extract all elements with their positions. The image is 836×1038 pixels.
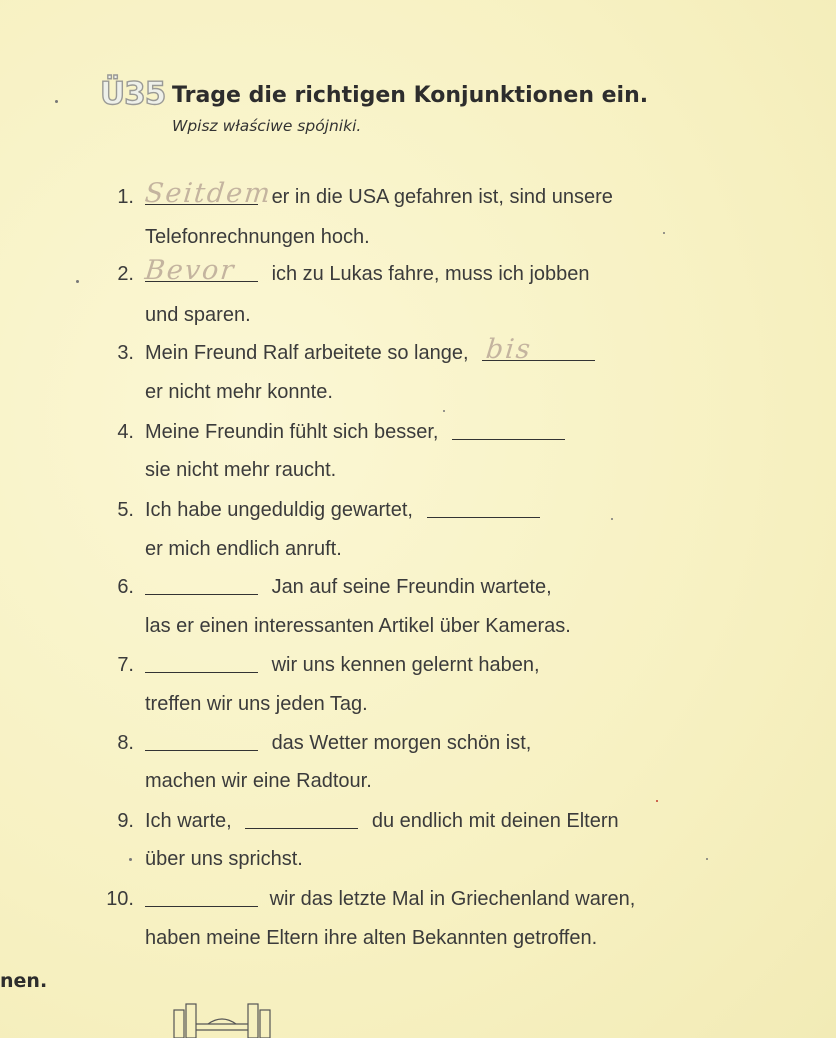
handwritten-answer: bis: [484, 334, 534, 365]
answer-blank-6[interactable]: [145, 574, 258, 595]
list-item-10-line2: haben meine Eltern ihre alten Bekannten getroffen.: [145, 927, 598, 949]
sentence-text: Ich habe ungeduldig gewartet,: [145, 499, 413, 521]
scan-speck: [443, 410, 445, 412]
item-number: 1.: [117, 186, 134, 208]
item-number: 9.: [117, 810, 134, 832]
item-number: 5.: [117, 499, 134, 521]
scan-speck: [656, 800, 658, 802]
handwritten-answer: Bevor: [143, 255, 237, 286]
answer-blank-1[interactable]: [143, 178, 274, 209]
item-number: 10.: [106, 888, 134, 910]
sentence-text: Jan auf seine Freundin wartete,: [271, 576, 552, 598]
answer-blank-7[interactable]: [145, 652, 258, 673]
item-number: 4.: [117, 421, 134, 443]
exercise-number-badge: Ü35: [100, 76, 166, 112]
item-number: 8.: [117, 732, 134, 754]
sentence-text: das Wetter morgen schön ist,: [271, 732, 532, 754]
answer-blank-5[interactable]: [427, 497, 540, 518]
answer-blank-2[interactable]: [143, 255, 258, 286]
list-item-3-line2: er nicht mehr konnte.: [145, 381, 333, 403]
answer-blank-4[interactable]: [452, 419, 565, 440]
scan-speck: [663, 232, 665, 234]
list-item-9-line2: über uns sprichst.: [145, 848, 303, 870]
scan-speck: [129, 858, 132, 861]
list-item-1-line2: Telefonrechnungen hoch.: [145, 226, 370, 248]
exercise-title: Trage die richtigen Konjunktionen ein.: [172, 83, 649, 108]
sentence-text: ich zu Lukas fahre, muss ich jobben: [271, 263, 590, 285]
sentence-text: wir uns kennen gelernt haben,: [271, 654, 540, 676]
sentence-text: du endlich mit deinen Eltern: [371, 810, 619, 832]
sentence-text: Meine Freundin fühlt sich besser,: [145, 421, 439, 443]
answer-blank-8[interactable]: [145, 730, 258, 751]
scan-speck: [55, 100, 58, 103]
list-item-7-line2: treffen wir uns jeden Tag.: [145, 693, 368, 715]
item-number: 6.: [117, 576, 134, 598]
page-edge-text-fragment: nen.: [0, 970, 48, 992]
list-item-8-line2: machen wir eine Radtour.: [145, 770, 372, 792]
handwritten-answer: Seitdem: [143, 178, 274, 209]
answer-blank-3[interactable]: [482, 334, 595, 365]
sentence-text: Mein Freund Ralf arbeitete so lange,: [145, 342, 469, 364]
list-item-4-line2: sie nicht mehr raucht.: [145, 459, 337, 481]
list-item-5-line2: er mich endlich anruft.: [145, 538, 342, 560]
sentence-text: er in die USA gefahren ist, sind unsere: [271, 186, 613, 208]
list-item-6-line2: las er einen interessanten Artikel über Kameras.: [145, 615, 571, 637]
dumbbell-icon: [168, 1000, 278, 1038]
exercise-subtitle: Wpisz właściwe spójniki.: [172, 117, 362, 135]
answer-blank-10[interactable]: [145, 886, 258, 907]
scan-speck: [611, 518, 613, 520]
sentence-text: Ich warte,: [145, 810, 232, 832]
answer-blank-9[interactable]: [245, 808, 358, 829]
item-number: 7.: [117, 654, 134, 676]
sentence-text: wir das letzte Mal in Griechenland waren,: [269, 888, 636, 910]
item-number: 2.: [117, 263, 134, 285]
list-item-2-line2: und sparen.: [145, 304, 251, 326]
scan-speck: [76, 280, 79, 283]
scan-speck: [706, 858, 708, 860]
item-number: 3.: [117, 342, 134, 364]
